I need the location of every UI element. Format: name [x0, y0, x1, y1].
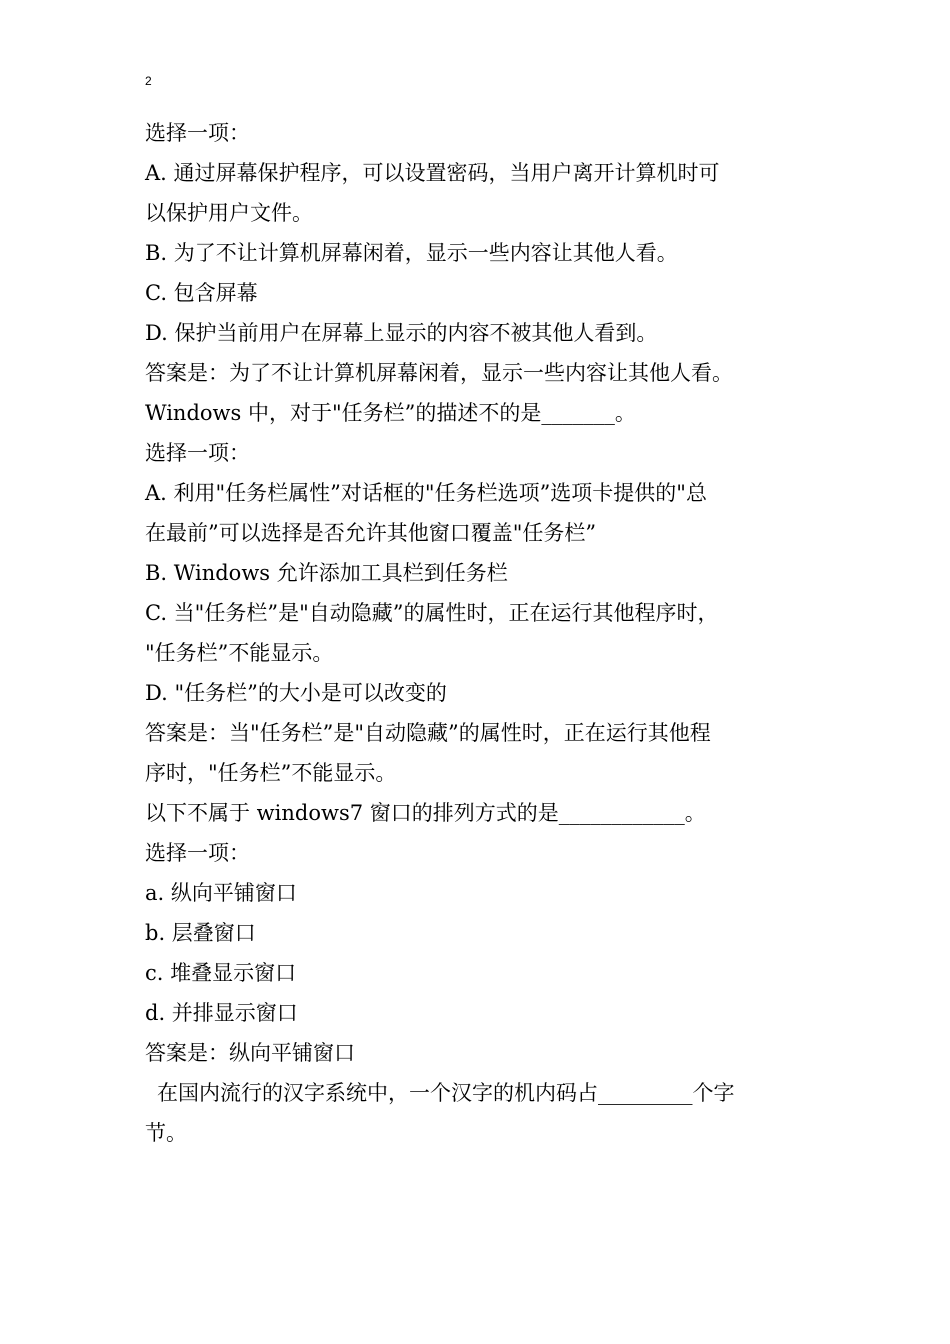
option-a: A. 利用"任务栏属性”对话框的"任务栏选项”选项卡提供的"总 [145, 481, 707, 505]
answer-line: 答案是：为了不让计算机屏幕闲着，显示一些内容让其他人看。 [145, 361, 733, 385]
option-a-continued: 以保护用户文件。 [145, 201, 313, 225]
question-window-arrangement: 以下不属于 windows7 窗口的排列方式的是____________。 [145, 801, 706, 825]
document-body [145, 113, 810, 1153]
option-c: c. 堆叠显示窗口 [145, 961, 297, 985]
option-b: B. 为了不让计算机屏幕闲着，显示一些内容让其他人看。 [145, 241, 678, 265]
option-d: D. "任务栏”的大小是可以改变的 [145, 681, 447, 705]
option-a: A. 通过屏幕保护程序，可以设置密码，当用户离开计算机时可 [145, 161, 720, 185]
option-b: b. 层叠窗口 [145, 921, 256, 945]
option-b: B. Windows 允许添加工具栏到任务栏 [145, 561, 508, 585]
answer-line-continued: 序时，"任务栏”不能显示。 [145, 761, 397, 785]
answer-line: 答案是：当"任务栏”是"自动隐藏”的属性时，正在运行其他程 [145, 721, 711, 745]
option-a: a. 纵向平铺窗口 [145, 881, 297, 905]
answer-line: 答案是：纵向平铺窗口 [145, 1041, 355, 1065]
option-d: D. 保护当前用户在屏幕上显示的内容不被其他人看到。 [145, 321, 658, 345]
choose-one-prompt: 选择一项： [145, 841, 250, 865]
choose-one-prompt: 选择一项： [145, 121, 250, 145]
option-d: d. 并排显示窗口 [145, 1001, 298, 1025]
option-c: C. 当"任务栏”是"自动隐藏”的属性时，正在运行其他程序时， [145, 601, 719, 625]
option-c: C. 包含屏幕 [145, 281, 258, 305]
question-machine-code: 在国内流行的汉字系统中，一个汉字的机内码占_________个字 [157, 1081, 735, 1105]
question-machine-code-continued: 节。 [145, 1121, 187, 1145]
question-taskbar: Windows 中，对于"任务栏”的描述不的是_______。 [145, 401, 636, 425]
page-number: 2 [145, 74, 152, 88]
choose-one-prompt: 选择一项： [145, 441, 250, 465]
option-a-continued: 在最前”可以选择是否允许其他窗口覆盖"任务栏” [145, 521, 597, 545]
option-c-continued: "任务栏”不能显示。 [145, 641, 334, 665]
